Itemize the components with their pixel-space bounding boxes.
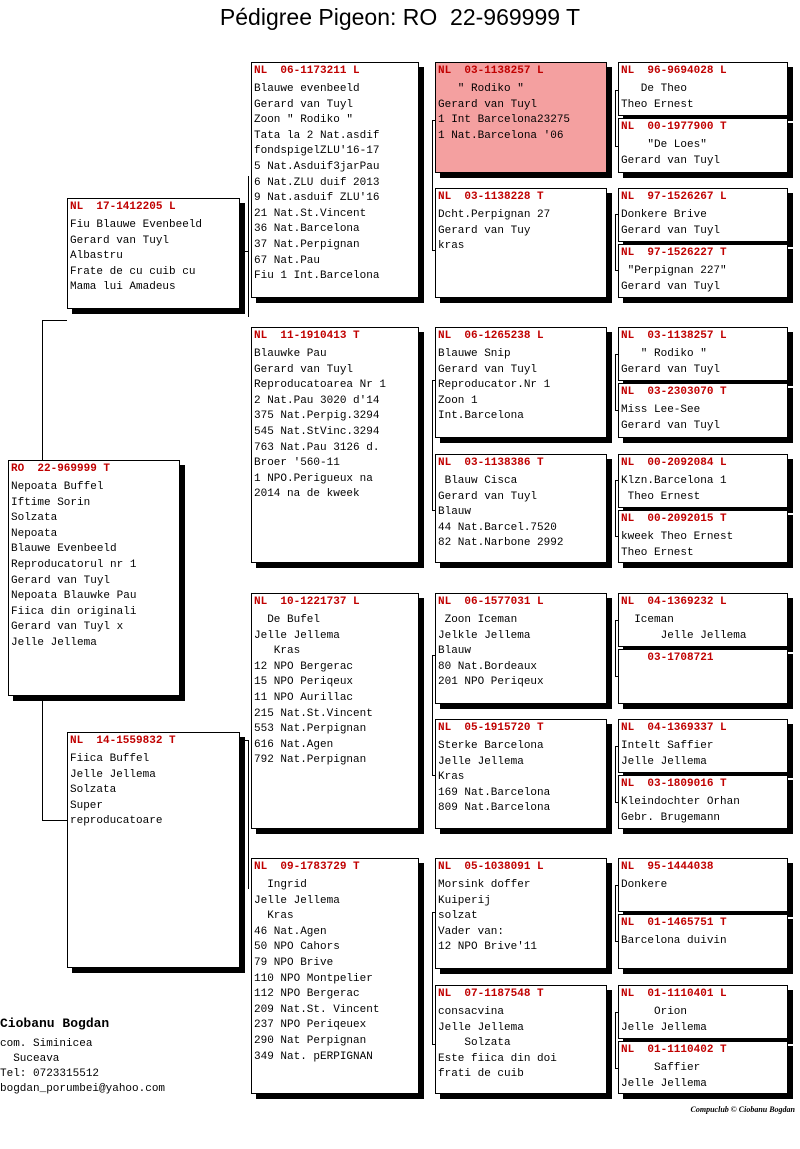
bird-info-line: Fiu 1 Int.Barcelona (254, 270, 380, 283)
connector-line (42, 696, 43, 820)
ring-number: NL 00-2092084 L (621, 457, 727, 469)
bird-info-line: Jelle Jellema (621, 755, 707, 768)
bird-info-line: Zoon 1 (438, 394, 478, 407)
bird-info-line: 169 Nat.Barcelona (438, 786, 551, 799)
connector-line (42, 320, 43, 460)
bird-info-line: 545 Nat.StVinc.3294 (254, 425, 380, 438)
g4-box-15 (618, 985, 788, 1039)
ring-number: NL 06-1173211 L (254, 65, 360, 77)
sire-box (67, 198, 240, 309)
bird-info-line: 5 Nat.Asduif3jarPau (254, 160, 380, 173)
g4-box-6 (618, 383, 788, 438)
bird-info-line: Gebr. Brugemann (621, 811, 721, 824)
bird-info-line: 12 NPO Bergerac (254, 660, 354, 673)
bird-info-line: kras (438, 240, 465, 253)
bird-info-line: Theo Ernest (621, 546, 694, 559)
bird-info-line: Jelle Jellema (254, 629, 340, 642)
bird-info-line: Blauwe Snip (438, 348, 511, 360)
ring-number: NL 03-1138228 T (438, 191, 544, 203)
bird-info-line: Int.Barcelona (438, 410, 524, 423)
bird-info-line: 6 Nat.ZLU duif 2013 (254, 176, 380, 189)
bird-info-line: 215 Nat.St.Vincent (254, 707, 373, 720)
bird-info-line: Gerard van Tuyl (438, 363, 538, 376)
ring-number: NL 00-2092015 T (621, 513, 727, 525)
bird-info-line: Jelle Jellema (438, 755, 524, 768)
bird-info-line: 290 Nat Perpignan (254, 1034, 367, 1047)
dam-sire-box (251, 593, 419, 829)
g3-box-2 (435, 188, 607, 298)
bird-info-line: Gerard van Tuyl (254, 98, 354, 111)
g4-box-11 (618, 719, 788, 773)
bird-info-line: 21 Nat.St.Vincent (254, 207, 367, 220)
bird-info-line: 349 Nat. pERPIGNAN (254, 1050, 373, 1063)
bird-info-line: Kras (254, 910, 294, 923)
ring-number: NL 17-1412205 L (70, 201, 176, 213)
g4-box-2 (618, 118, 788, 173)
bird-info-line: Mama lui Amadeus (70, 281, 176, 294)
g4-box-16 (618, 1041, 788, 1094)
g4-box-8 (618, 510, 788, 563)
bird-info-line: Reproducatoarea Nr 1 (254, 379, 387, 392)
g4-box-3 (618, 188, 788, 242)
bird-info-line: 2 Nat.Pau 3020 d'14 (254, 394, 380, 407)
g4-box-13 (618, 858, 788, 912)
bird-info-line: Solzata (70, 784, 117, 797)
bird-info-line: 37 Nat.Perpignan (254, 238, 360, 251)
copyright-note: Compuclub © Ciobanu Bogdan (690, 1105, 795, 1114)
owner-phone: Tel: 0723315512 (0, 1068, 100, 1080)
owner-info (0, 1016, 165, 1098)
bird-info-line: Iftime Sorin (11, 496, 91, 509)
bird-info-line: 67 Nat.Pau (254, 254, 321, 267)
bird-info-line: Intelt Saffier (621, 740, 714, 752)
ring-number: NL 05-1038091 L (438, 861, 544, 873)
g3-box-8 (435, 985, 607, 1094)
g4-box-10 (618, 649, 788, 704)
bird-info-line: 792 Nat.Perpignan (254, 754, 367, 767)
bird-info-line: Saffier (621, 1062, 701, 1074)
bird-info-line: reproducatoare (70, 815, 163, 828)
bird-info-line: 110 NPO Montpelier (254, 972, 373, 985)
g3-box-1 (435, 62, 607, 173)
bird-info-line: frati de cuib (438, 1068, 524, 1081)
dam-box (67, 732, 240, 968)
bird-info-line: Jelkle Jellema (438, 629, 531, 642)
bird-info-line: Tata la 2 Nat.asdif (254, 129, 380, 142)
bird-info-line: Dcht.Perpignan 27 (438, 209, 551, 221)
bird-info-line: Fiica din originali (11, 605, 137, 618)
connector-line (432, 120, 433, 250)
bird-info-line: Iceman (621, 614, 674, 626)
bird-info-line: Solzata (11, 512, 58, 525)
bird-info-line: 79 NPO Brive (254, 956, 334, 969)
bird-info-line: Gerard van Tuyl (438, 490, 538, 503)
bird-info-line: Blauw Cisca (438, 475, 518, 487)
bird-info-line: Fiu Blauwe Evenbeeld (70, 219, 203, 231)
ring-number: NL 03-1138257 L (438, 65, 544, 77)
connector-line (248, 176, 249, 317)
g3-box-6 (435, 719, 607, 829)
bird-info-line: Barcelona duivin (621, 935, 727, 947)
connector-line (615, 354, 616, 410)
bird-info-line: Gerard van Tuyl (621, 154, 721, 167)
bird-info-line: solzat (438, 910, 478, 923)
g3-box-5 (435, 593, 607, 704)
bird-info-line: Morsink doffer (438, 879, 531, 891)
ring-number: NL 03-1138257 L (621, 330, 727, 342)
bird-info-line: 11 NPO Aurillac (254, 691, 354, 704)
g3-box-3 (435, 327, 607, 438)
bird-info-line: Frate de cu cuib cu (70, 265, 196, 278)
bird-info-line: Gerard van Tuyl (11, 574, 111, 587)
connector-line (240, 251, 248, 252)
bird-info-line: Gerard van Tuyl (70, 234, 170, 247)
connector-line (432, 380, 433, 510)
bird-info-line: Blauwke Pau (254, 348, 327, 360)
bird-info-line: Jelle Jellema (621, 629, 747, 642)
bird-info-line: De Theo (621, 83, 688, 95)
owner-email: bogdan_porumbei@yahoo.com (0, 1083, 166, 1095)
bird-info-line: Theo Ernest (621, 98, 694, 111)
connector-line (615, 620, 616, 676)
ring-number: NL 06-1577031 L (438, 596, 544, 608)
bird-info-line: 9 Nat.asduif ZLU'16 (254, 192, 380, 205)
bird-info-line: 44 Nat.Barcel.7520 (438, 521, 557, 534)
bird-info-line: Jelle Jellema (70, 768, 156, 781)
bird-info-line: Blauw (438, 645, 472, 658)
bird-info-line: Este fiica din doi (438, 1052, 557, 1065)
ring-number: NL 00-1977900 T (621, 121, 727, 133)
bird-info-line: Gerard van Tuyl x (11, 621, 124, 634)
connector-line (240, 740, 248, 741)
bird-info-line: Reproducator.Nr 1 (438, 379, 551, 392)
bird-info-line: Albastru (70, 250, 123, 263)
bird-info-line: 209 Nat.St. Vincent (254, 1003, 380, 1016)
bird-info-line: 809 Nat.Barcelona (438, 802, 551, 815)
ring-number: NL 09-1783729 T (254, 861, 360, 873)
bird-info-line: Gerard van Tuyl (438, 98, 538, 111)
ring-number: NL 03-1138386 T (438, 457, 544, 469)
bird-info-line: Jelle Jellema (621, 1021, 707, 1034)
ring-number: NL 03-1809016 T (621, 778, 727, 790)
ring-number: NL 97-1526267 L (621, 191, 727, 203)
bird-info-line: Gerard van Tuyl (254, 363, 354, 376)
dam-dam-box (251, 858, 419, 1094)
ring-number: NL 04-1369337 L (621, 722, 727, 734)
bird-info-line: 46 Nat.Agen (254, 925, 327, 938)
bird-info-line: "Perpignan 227" (621, 265, 727, 277)
connector-line (248, 854, 249, 889)
bird-info-line: 82 Nat.Narbone 2992 (438, 537, 564, 550)
bird-info-line: Blauw (438, 506, 472, 519)
bird-info-line: Klzn.Barcelona 1 (621, 475, 727, 487)
g4-box-1 (618, 62, 788, 116)
bird-info-line: Donkere (621, 879, 668, 891)
owner-city: Suceava (0, 1053, 60, 1065)
bird-info-line: Gerard van Tuyl (621, 224, 721, 237)
connector-line (42, 820, 67, 821)
connector-line (615, 885, 616, 941)
connector-line (615, 214, 616, 270)
bird-info-line: 36 Nat.Barcelona (254, 223, 360, 236)
bird-info-line: consacvina (438, 1006, 505, 1018)
bird-info-line: Solzata (438, 1037, 511, 1050)
connector-line (615, 746, 616, 802)
ring-number: 03-1708721 (621, 652, 714, 664)
ring-number: NL 11-1910413 T (254, 330, 360, 342)
g4-box-9 (618, 593, 788, 647)
ring-number: NL 04-1369232 L (621, 596, 727, 608)
g3-box-7 (435, 858, 607, 969)
bird-info-line: Donkere Brive (621, 209, 707, 221)
subject-bird-box (8, 460, 180, 696)
sire-dam-box (251, 327, 419, 563)
bird-info-line: 1 Int Barcelona23275 (438, 114, 571, 127)
connector-line (42, 320, 67, 321)
connector-line (615, 480, 616, 536)
bird-info-line: "De Loes" (621, 139, 707, 151)
ring-number: NL 01-1110402 T (621, 1044, 727, 1056)
bird-info-line: 112 NPO Bergerac (254, 988, 360, 1001)
bird-info-line: Jelle Jellema (254, 894, 340, 907)
bird-info-line: 80 Nat.Bordeaux (438, 660, 538, 673)
bird-info-line: fondspigelZLU'16-17 (254, 145, 380, 158)
bird-info-line: 616 Nat.Agen (254, 738, 334, 751)
connector-line (615, 1012, 616, 1068)
bird-info-line: kweek Theo Ernest (621, 531, 734, 543)
bird-info-line: 553 Nat.Perpignan (254, 723, 367, 736)
bird-info-line: Kras (254, 645, 301, 658)
bird-info-line: " Rodiko " (621, 348, 707, 360)
bird-info-line: Theo Ernest (621, 490, 701, 503)
bird-info-line: Blauwe evenbeeld (254, 83, 360, 95)
g4-box-7 (618, 454, 788, 508)
bird-info-line: Kuiperij (438, 894, 491, 907)
bird-info-line: 1 NPO.Perigueux na (254, 472, 373, 485)
bird-info-line: Zoon " Rodiko " (254, 114, 354, 127)
bird-info-line: Gerard van Tuyl (621, 280, 721, 293)
bird-info-line: De Bufel (254, 614, 321, 626)
owner-name: Ciobanu Bogdan (0, 1016, 110, 1031)
bird-info-line: Zoon Iceman (438, 614, 518, 626)
ring-number: NL 03-2303070 T (621, 386, 727, 398)
ring-number: NL 07-1187548 T (438, 988, 544, 1000)
bird-info-line: Orion (621, 1006, 688, 1018)
bird-info-line: 1 Nat.Barcelona '06 (438, 129, 564, 142)
ring-number: NL 01-1110401 L (621, 988, 727, 1000)
g4-box-4 (618, 244, 788, 298)
bird-info-line: 15 NPO Periqeux (254, 676, 354, 689)
bird-info-line: Nepoata Buffel (11, 481, 104, 493)
bird-info-line: Jelle Jellema (621, 1077, 707, 1090)
g3-box-4 (435, 454, 607, 563)
page-title: Pédigree Pigeon: RO 22-969999 T (219, 4, 581, 30)
bird-info-line: 375 Nat.Perpig.3294 (254, 410, 380, 423)
bird-info-line: Sterke Barcelona (438, 740, 544, 752)
bird-info-line: Nepoata (11, 527, 58, 540)
ring-number: NL 14-1559832 T (70, 735, 176, 747)
bird-info-line: " Rodiko " (438, 83, 524, 95)
bird-info-line: Kras (438, 771, 465, 784)
bird-info-line: Fiica Buffel (70, 753, 150, 765)
bird-info-line: 2014 na de kweek (254, 488, 360, 501)
ring-number: NL 96-9694028 L (621, 65, 727, 77)
ring-number: NL 05-1915720 T (438, 722, 544, 734)
connector-line (432, 912, 433, 1044)
connector-line (432, 655, 433, 775)
ring-number: NL 06-1265238 L (438, 330, 544, 342)
g4-box-14 (618, 914, 788, 969)
bird-info-line: Kleindochter Orhan (621, 796, 740, 808)
bird-info-line: Blauwe Evenbeeld (11, 543, 117, 556)
ring-number: RO 22-969999 T (11, 463, 111, 475)
ring-number: NL 10-1221737 L (254, 596, 360, 608)
bird-info-line: Miss Lee-See (621, 404, 701, 416)
bird-info-line: Super (70, 799, 104, 812)
owner-address: com. Siminicea (0, 1038, 93, 1050)
bird-info-line: 12 NPO Brive'11 (438, 941, 538, 954)
bird-info-line: Nepoata Blauwke Pau (11, 590, 137, 603)
g4-box-12 (618, 775, 788, 829)
ring-number: NL 95-1444038 (621, 861, 714, 873)
bird-info-line: 763 Nat.Pau 3126 d. (254, 441, 380, 454)
bird-info-line: 50 NPO Cahors (254, 941, 340, 954)
g4-box-5 (618, 327, 788, 381)
connector-line (615, 90, 616, 146)
bird-info-line: Broer '560-11 (254, 457, 340, 470)
bird-info-line: Vader van: (438, 925, 505, 938)
bird-info-line: 237 NPO Periqeuex (254, 1019, 367, 1032)
bird-info-line: Gerard van Tuy (438, 224, 531, 237)
ring-number: NL 97-1526227 T (621, 247, 727, 259)
bird-info-line: Ingrid (254, 879, 307, 891)
bird-info-line: 201 NPO Periqeux (438, 676, 544, 689)
bird-info-line: Jelle Jellema (11, 636, 97, 649)
bird-info-line: Gerard van Tuyl (621, 419, 721, 432)
ring-number: NL 01-1465751 T (621, 917, 727, 929)
bird-info-line: Jelle Jellema (438, 1021, 524, 1034)
bird-info-line: Gerard van Tuyl (621, 363, 721, 376)
sire-sire-box (251, 62, 419, 298)
bird-info-line: Reproducatorul nr 1 (11, 558, 137, 571)
